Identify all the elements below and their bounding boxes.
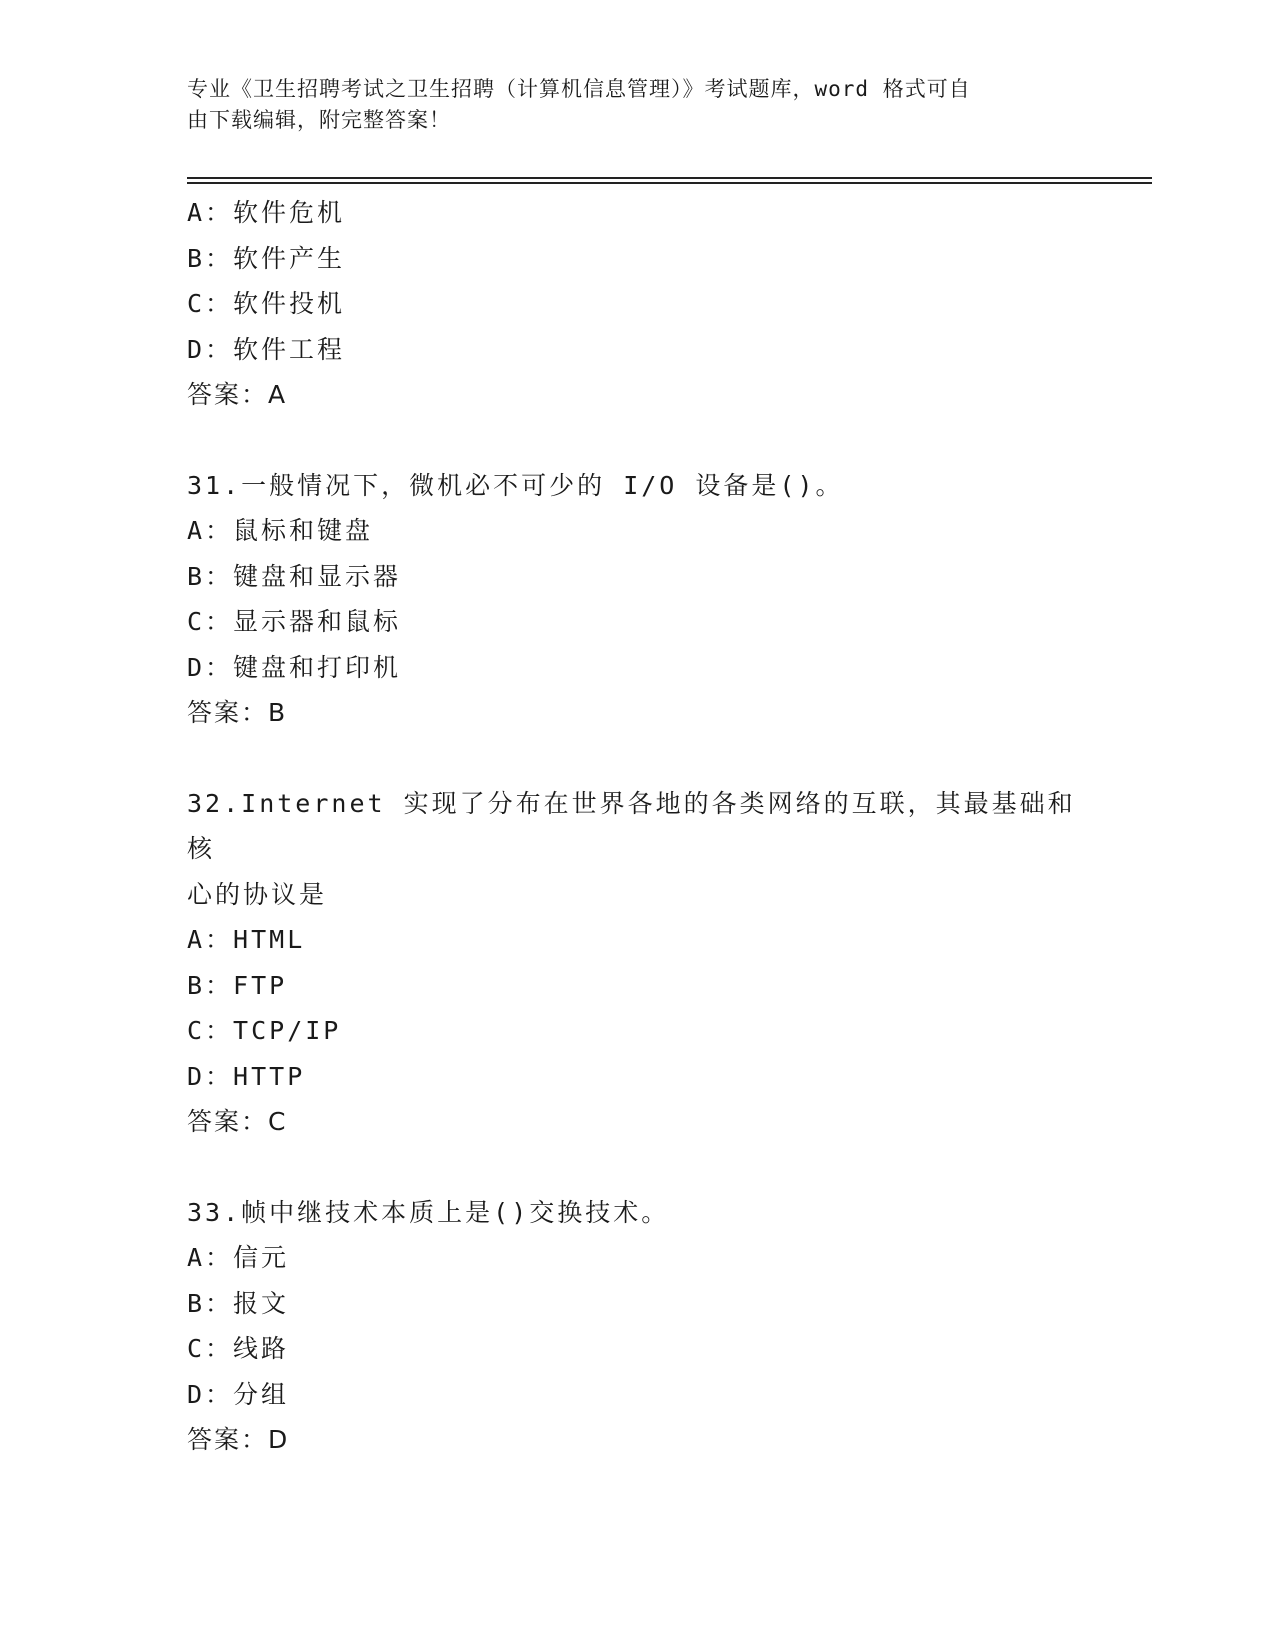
answer-label: 答案： xyxy=(187,1107,269,1136)
question-32-block xyxy=(187,781,1087,1145)
answer-label: 答案： xyxy=(187,1425,269,1454)
document-header xyxy=(187,74,1087,136)
option-a: A：HTML xyxy=(187,925,306,954)
option-a: A：软件危机 xyxy=(187,198,346,227)
header-line-2: 由下载编辑，附完整答案！ xyxy=(187,108,451,132)
option-b: B：键盘和显示器 xyxy=(187,561,402,591)
question-list xyxy=(187,190,1087,1463)
question-text: 31.一般情况下，微机必不可少的 I/O 设备是()。 xyxy=(187,470,844,500)
question-30-block xyxy=(187,190,1087,418)
option-d: D：键盘和打印机 xyxy=(187,652,402,682)
answer-value: B xyxy=(268,698,287,727)
answer-line xyxy=(187,1099,1087,1145)
option-c: C：软件投机 xyxy=(187,289,346,318)
answer-line xyxy=(187,372,1087,418)
answer-label: 答案： xyxy=(187,698,269,727)
option-b: B：FTP xyxy=(187,970,288,1000)
answer-line xyxy=(187,1417,1087,1463)
answer-line xyxy=(187,690,1087,736)
option-c: C：TCP/IP xyxy=(187,1016,342,1045)
answer-value: C xyxy=(268,1107,287,1136)
option-d: D：分组 xyxy=(187,1379,290,1409)
header-divider-top xyxy=(187,177,1152,179)
answer-value: D xyxy=(268,1425,289,1454)
option-a: A：鼠标和键盘 xyxy=(187,516,374,545)
header-line-1: 专业《卫生招聘考试之卫生招聘（计算机信息管理）》考试题库，word 格式可自 xyxy=(187,77,971,101)
option-b: B：报文 xyxy=(187,1288,290,1318)
question-text: 33.帧中继技术本质上是()交换技术。 xyxy=(187,1197,670,1227)
option-d: D：软件工程 xyxy=(187,334,346,364)
option-d: D：HTTP xyxy=(187,1061,306,1091)
header-divider-bottom xyxy=(187,182,1152,184)
option-c: C：线路 xyxy=(187,1334,290,1363)
answer-value: A xyxy=(268,380,287,409)
question-33-block xyxy=(187,1190,1087,1463)
option-c: C：显示器和鼠标 xyxy=(187,607,402,636)
question-31-block xyxy=(187,463,1087,736)
question-text-line-2: 心的协议是 xyxy=(187,879,328,909)
question-text-line-1: 32.Internet 实现了分布在世界各地的各类网络的互联，其最基础和核 xyxy=(187,788,1076,863)
answer-label: 答案： xyxy=(187,380,269,409)
option-a: A：信元 xyxy=(187,1243,290,1272)
option-b: B：软件产生 xyxy=(187,243,346,273)
